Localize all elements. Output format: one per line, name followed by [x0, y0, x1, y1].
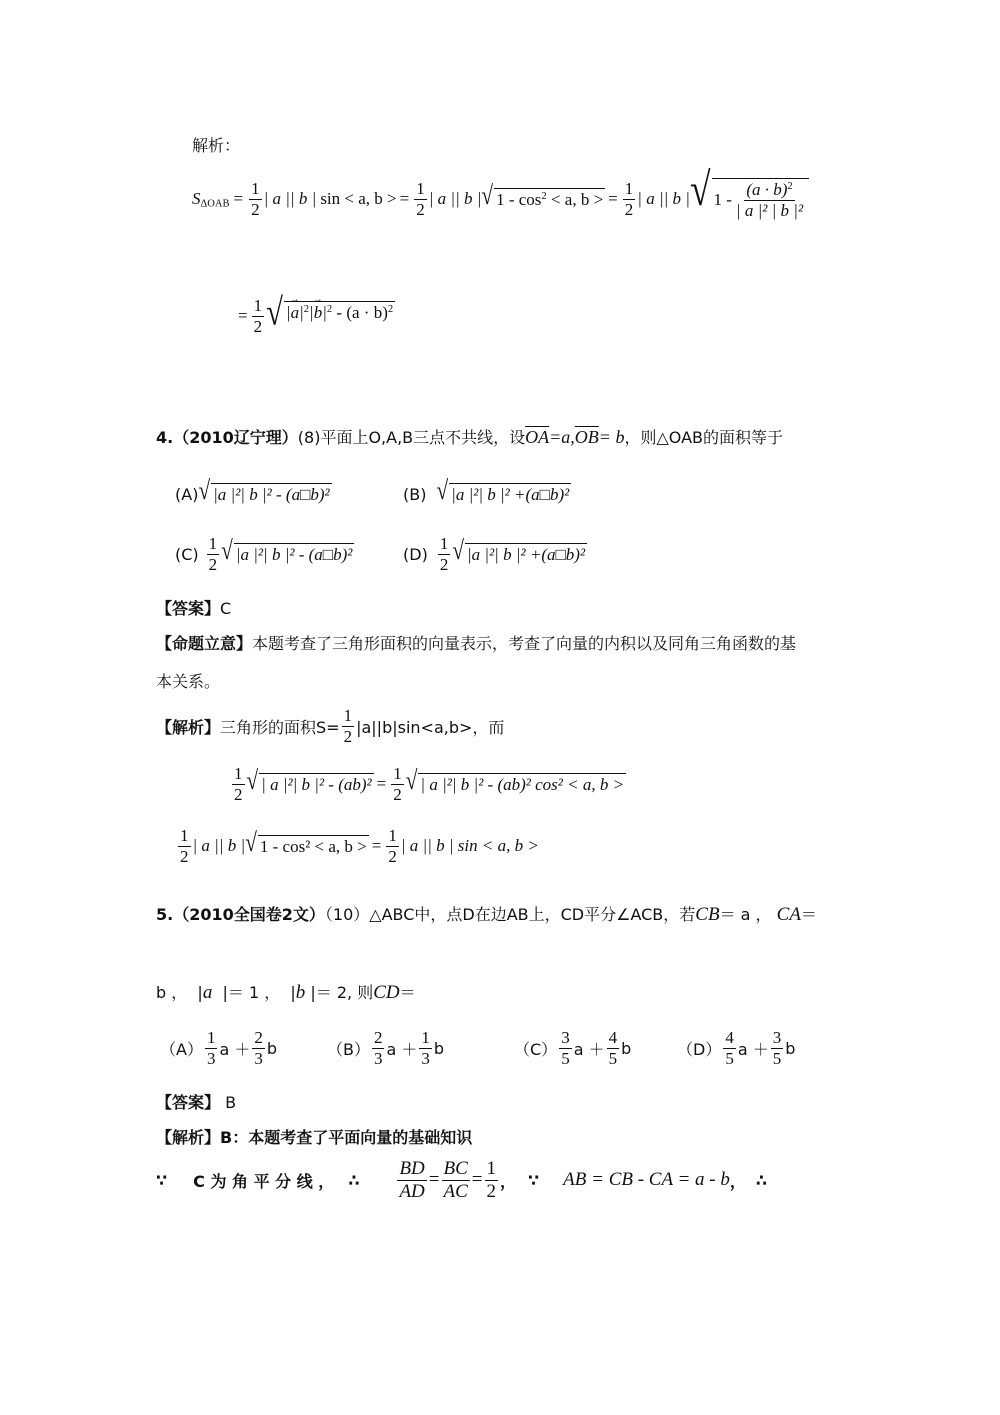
q4-option-a: (A) √ |a |²| b |² - (a□b)²	[175, 475, 330, 505]
intro-equation-1: $S_{\Delta OAB}$ = $\frac{1}{2}$ | a || b | sin < a, b > = $\frac{1}{2}$ | a || b | √ $1 - \cos^2 < a$, b > = $\frac{1}{2}$ | a || b | √ 1 - $\frac{(a \cdot b)^2}{\text{| a |² | b |²}}$	[192, 178, 809, 220]
q4-source: （2010辽宁理）	[173, 428, 298, 447]
q5-stem-line-2: b ， |a |＝ 1 ， |b |＝ 2, 则CD＝	[156, 982, 416, 1003]
q4-option-d: (D) $\frac{1}{2}$ √ |a |²| b |² +(a□b)²	[403, 534, 586, 574]
q5-number: 5.	[156, 905, 174, 924]
q4-analysis: 【解析】 三角形的面积S= $\frac{1}{2}$ |a||b|sin<a,b>，而	[156, 706, 505, 746]
intro-label: 解析：	[192, 136, 241, 155]
fraction-half-4: $\frac{1}{2}$	[253, 296, 263, 336]
q5-option-c: （C） $\frac{3}{5}$ a ＋ $\frac{4}{5}$ b	[514, 1028, 632, 1068]
abs-ab-3: | a || b |	[637, 189, 690, 209]
fraction-half: $\frac{1}{2}$	[251, 179, 260, 219]
q5-option-b: （B） $\frac{2}{3}$ a ＋ $\frac{1}{3}$ b	[327, 1028, 445, 1068]
q5-stem: 5.（2010全国卷2文）（10）△ABC中，点D在边AB上，CD平分∠ACB，若CB＝ a ， CA＝	[156, 904, 817, 925]
q4-answer: 【答案】C	[156, 599, 232, 618]
q4-option-b: (B) √ |a |²| b |² +(a□b)²	[403, 475, 570, 505]
q4-intent-line-1: 【命题立意】本题考查了三角形面积的向量表示，考查了向量的内积以及同角三角函数的基	[156, 634, 797, 653]
intro-equation-2: = $\frac{1}{2}$ √ |→ $a|^2|\to b|^2 - (a \cdot b)^2$	[238, 296, 395, 336]
q4-stem: 4.（2010辽宁理）(8)平面上O,A,B三点不共线，设$\overline{OA}=a,\overline{OB}= b$，则△OAB的面积等于	[156, 427, 783, 447]
q5-option-d: （D） $\frac{4}{5}$ a ＋ $\frac{3}{5}$ b	[677, 1028, 796, 1068]
vector-cb: CB	[695, 904, 720, 925]
q5-source: （2010全国卷2文）	[173, 905, 325, 924]
q4-option-c: (C) $\frac{1}{2}$ √ |a |²| b |² - (a□b)²	[175, 534, 353, 574]
fraction-half-3: $\frac{1}{2}$	[624, 179, 634, 219]
q4-derivation-line-1: $\frac{1}{2}$ √ | a |²| b |² - (ab)² = $\frac{1}{2}$ √ | a |²| b |² - (ab)² cos² < a, b >	[234, 764, 625, 804]
vector-ob: $\overline{OB}$	[574, 427, 599, 447]
sin-angle: sin < a, b >	[320, 189, 397, 209]
sqrt-fraction: √ 1 - $\frac{(a \cdot b)^2}{\text{| a |² | b |²}}$	[690, 178, 809, 220]
sqrt-gram: √ |→ $a|^2|\to b|^2 - (a \cdot b)^2$	[266, 301, 395, 332]
q5-analysis: 【解析】B：本题考查了平面向量的基础知识	[156, 1128, 473, 1147]
abs-ab-2: | a || b |	[428, 189, 482, 209]
ab-vector-equation: AB = CB - CA = a - b	[563, 1169, 730, 1191]
fraction-half-2: $\frac{1}{2}$	[416, 179, 425, 219]
q5-derivation: ∵ C 为 角 平 分 线 ， ∴ $\frac{BD}{AD}$ = $\frac{BC}{AC}$ = $\frac{1}{2}$ ， ∵ AB = CB - CA = a - b ， ∴	[156, 1158, 768, 1202]
vector-ca: CA	[776, 904, 801, 925]
q4-derivation-line-2: $\frac{1}{2}$ | a || b | √ 1 - cos² < a, b > = $\frac{1}{2}$ | a || b | sin < a, b >	[180, 826, 539, 866]
vector-oa: $\overline{OA}$	[525, 427, 550, 447]
q5-option-a: （A） $\frac{1}{3}$ a ＋ $\frac{2}{3}$ b	[160, 1028, 278, 1068]
area-symbol: $S_{\Delta OAB}$	[192, 188, 230, 210]
q4-intent-line-2: 本关系。	[156, 672, 221, 691]
vector-cd: CD	[373, 982, 400, 1003]
abs-ab: | a || b |	[263, 189, 317, 209]
sqrt-cos: √ $1 - \cos^2 < a$, b >	[481, 180, 604, 211]
q5-answer: 【答案】 B	[156, 1093, 237, 1112]
q4-number: 4.	[156, 428, 174, 447]
